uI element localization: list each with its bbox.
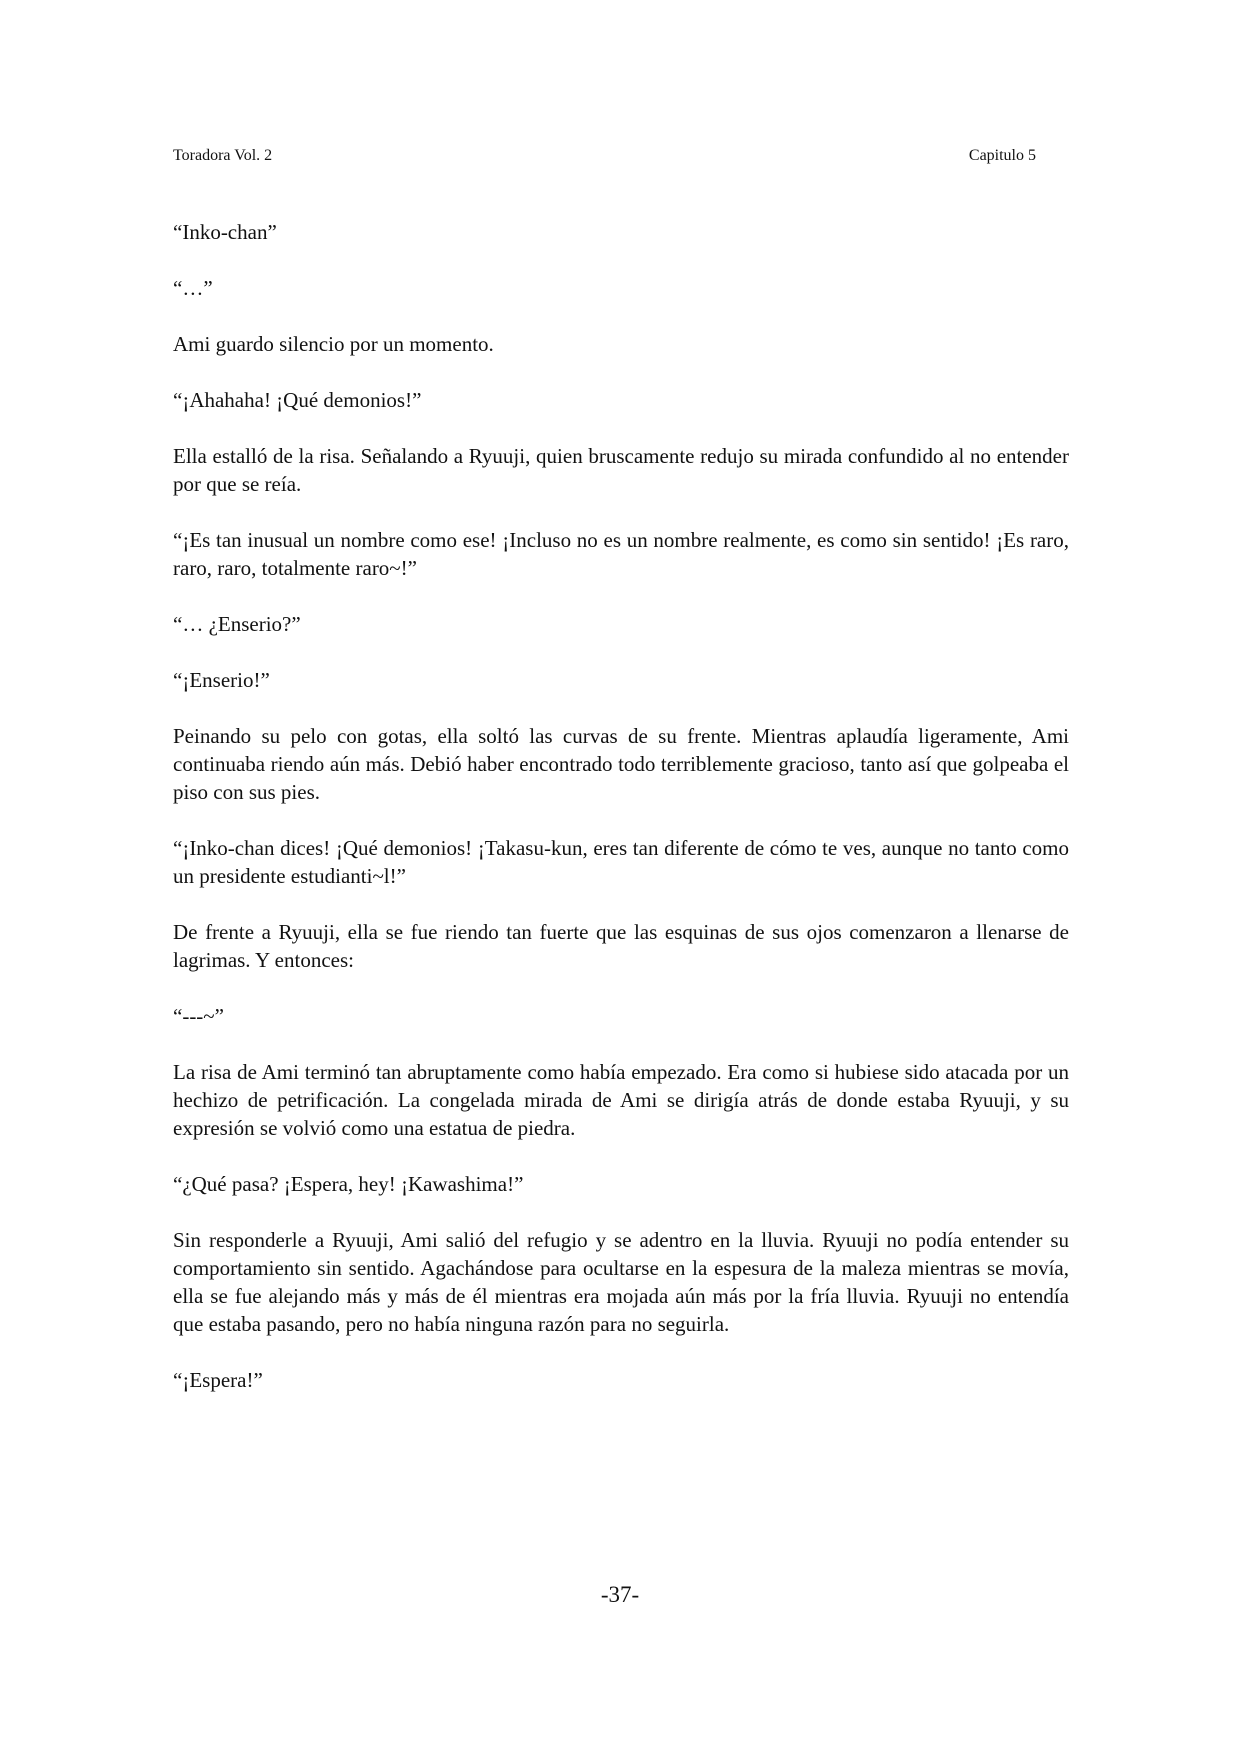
paragraph: Peinando su pelo con gotas, ella soltó las curvas de su frente. Mientras aplaudía ligeramente, Ami continuaba riendo aún más. Debió haber encontrado todo terriblemente gracioso, tanto así que golpeaba el piso con sus pies. [173, 724, 1069, 804]
book-title: Toradora Vol. 2 [173, 147, 273, 164]
page-number: -37- [600, 1582, 640, 1607]
paragraph: Ami guardo silencio por un momento. [173, 332, 494, 356]
paragraph: “¡Ahahaha! ¡Qué demonios!” [173, 388, 422, 412]
paragraph: “Inko-chan” [173, 220, 277, 244]
page-header [173, 146, 1036, 166]
chapter-label: Capitulo 5 [968, 147, 1036, 164]
paragraph: La risa de Ami terminó tan abruptamente como había empezado. Era como si hubiese sido atacada por un hechizo de petrificación. La congelada mirada de Ami se dirigía atrás de donde estaba Ryuuji, y su expresión se volvió como una estatua de piedra. [173, 1060, 1069, 1140]
paragraph: “---~” [173, 1004, 224, 1028]
paragraph: “…” [173, 276, 213, 300]
paragraph: “¡Enserio!” [173, 668, 270, 692]
paragraph: “¡Es tan inusual un nombre como ese! ¡Incluso no es un nombre realmente, es como sin sentido! ¡Es raro, raro, raro, totalmente raro~!” [173, 528, 1069, 580]
paragraph: Sin responderle a Ryuuji, Ami salió del refugio y se adentro en la lluvia. Ryuuji no podía entender su comportamiento sin sentido. Agachándose para ocultarse en la espesura de la maleza mientras se movía, ella se fue alejando más y más de él mientras era mojada aún más por la fría lluvia. Ryuuji no entendía que estaba pasando, pero no había ninguna razón para no seguirla. [173, 1228, 1069, 1336]
page-body [173, 218, 1069, 1422]
paragraph: “… ¿Enserio?” [173, 612, 301, 636]
paragraph: “¡Espera!” [173, 1368, 263, 1392]
paragraph: “¡Inko-chan dices! ¡Qué demonios! ¡Takasu-kun, eres tan diferente de cómo te ves, aunque no tanto como un presidente estudianti~l!” [173, 836, 1069, 888]
paragraph: De frente a Ryuuji, ella se fue riendo tan fuerte que las esquinas de sus ojos comenzaron a llenarse de lagrimas. Y entonces: [173, 920, 1069, 972]
paragraph: “¿Qué pasa? ¡Espera, hey! ¡Kawashima!” [173, 1172, 524, 1196]
paragraph: Ella estalló de la risa. Señalando a Ryuuji, quien bruscamente redujo su mirada confundido al no entender por que se reía. [173, 444, 1069, 496]
